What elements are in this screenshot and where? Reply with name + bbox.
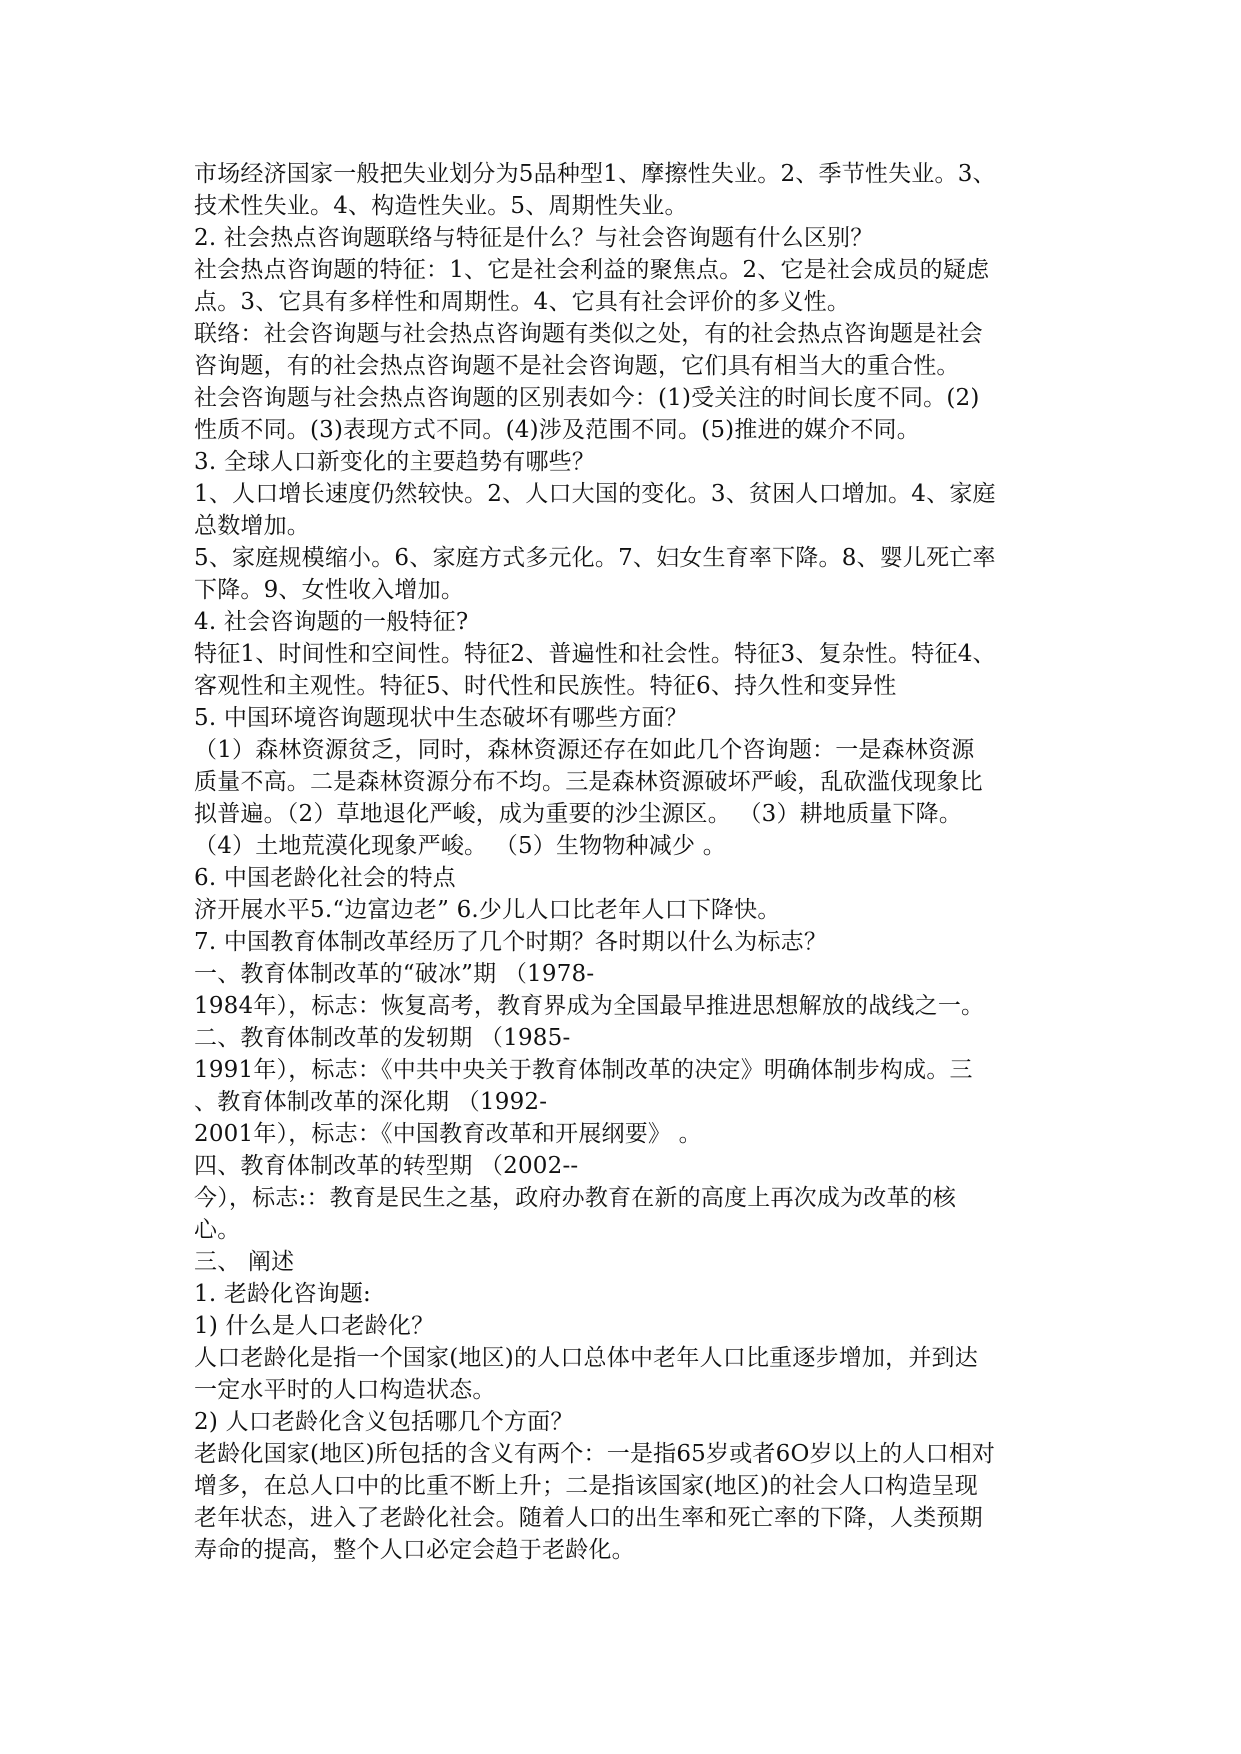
text-line: 质量不高。二是森林资源分布不均。三是森林资源破坏严峻，乱砍滥伐现象比	[194, 769, 983, 795]
section-heading: 三、 阐述	[194, 1249, 295, 1275]
question-heading: 3. 全球人口新变化的主要趋势有哪些？	[194, 449, 596, 475]
text-line: 一、教育体制改革的“破冰”期 （1978-	[194, 961, 595, 987]
text-line: 人口老龄化是指一个国家(地区)的人口总体中老年人口比重逐步增加，并到达	[194, 1345, 978, 1371]
text-line: 2001年），标志：《中国教育改革和开展纲要》 。	[194, 1121, 702, 1147]
text-line: （1）森林资源贫乏，同时，森林资源还存在如此几个咨询题：一是森林资源	[194, 737, 975, 763]
text-line: 老龄化国家(地区)所包括的含义有两个：一是指65岁或者6O岁以上的人口相对	[194, 1441, 996, 1467]
question-heading: 2. 社会热点咨询题联络与特征是什么？与社会咨询题有什么区别？	[194, 225, 874, 251]
text-line: 特征1、时间性和空间性。特征2、普遍性和社会性。特征3、复杂性。特征4、	[194, 641, 996, 667]
text-line: 总数增加。	[194, 513, 310, 539]
text-line: 、教育体制改革的深化期 （1992-	[194, 1089, 548, 1115]
text-line: 四、教育体制改革的转型期 （2002--	[194, 1153, 579, 1179]
sub-question-heading: 2) 人口老龄化含义包括哪几个方面？	[194, 1409, 574, 1435]
text-line: 心。	[194, 1217, 241, 1243]
text-line: 寿命的提高，整个人口必定会趋于老龄化。	[194, 1537, 635, 1563]
text-line: 社会咨询题与社会热点咨询题的区别表如今：(1)受关注的时间长度不同。(2)	[194, 385, 980, 411]
text-line: 一定水平时的人口构造状态。	[194, 1377, 496, 1403]
question-heading: 1. 老龄化咨询题:	[194, 1281, 372, 1307]
text-line: 今），标志:：教育是民生之基，政府办教育在新的高度上再次成为改革的核	[194, 1185, 957, 1211]
text-line: 咨询题，有的社会热点咨询题不是社会咨询题，它们具有相当大的重合性。	[194, 353, 960, 379]
text-line: （4）土地荒漠化现象严峻。 （5）生物物种减少 。	[194, 833, 726, 859]
text-line: 技术性失业。4、构造性失业。5、周期性失业。	[194, 193, 688, 219]
text-line: 老年状态，进入了老龄化社会。随着人口的出生率和死亡率的下降，人类预期	[194, 1505, 983, 1531]
text-line: 增多，在总人口中的比重不断上升；二是指该国家(地区)的社会人口构造呈现	[194, 1473, 978, 1499]
text-line: 点。3、它具有多样性和周期性。4、它具有社会评价的多义性。	[194, 289, 851, 315]
question-heading: 4. 社会咨询题的一般特征?	[194, 609, 469, 635]
question-heading: 7. 中国教育体制改革经历了几个时期？各时期以什么为标志？	[194, 929, 828, 955]
question-heading: 6. 中国老龄化社会的特点	[194, 865, 456, 891]
text-line: 拟普遍。（2）草地退化严峻，成为重要的沙尘源区。 （3）耕地质量下降。	[194, 801, 963, 827]
text-line: 联络：社会咨询题与社会热点咨询题有类似之处，有的社会热点咨询题是社会	[194, 321, 983, 347]
text-line: 二、教育体制改革的发轫期 （1985-	[194, 1025, 571, 1051]
text-line: 市场经济国家一般把失业划分为5品种型1、摩擦性失业。2、季节性失业。3、	[194, 161, 996, 187]
sub-question-heading: 1) 什么是人口老龄化？	[194, 1313, 435, 1339]
document-page	[194, 158, 1054, 1566]
text-line: 5、家庭规模缩小。6、家庭方式多元化。7、妇女生育率下降。8、婴儿死亡率	[194, 545, 996, 571]
question-heading: 5. 中国环境咨询题现状中生态破坏有哪些方面？	[194, 705, 688, 731]
text-line: 性质不同。(3)表现方式不同。(4)涉及范围不同。(5)推进的媒介不同。	[194, 417, 920, 443]
text-line: 下降。9、女性收入增加。	[194, 577, 465, 603]
text-line: 客观性和主观性。特征5、时代性和民族性。特征6、持久性和变异性	[194, 673, 897, 699]
text-line: 社会热点咨询题的特征：1、它是社会利益的聚焦点。2、它是社会成员的疑虑	[194, 257, 990, 283]
text-line: 济开展水平5.“边富边老” 6.少儿人口比老年人口下降快。	[194, 897, 781, 923]
text-line: 1991年），标志：《中共中央关于教育体制改革的决定》明确体制步构成。三	[194, 1057, 973, 1083]
text-line: 1、人口增长速度仍然较快。2、人口大国的变化。3、贫困人口增加。4、家庭	[194, 481, 996, 507]
text-line: 1984年），标志：恢复高考，教育界成为全国最早推进思想解放的战线之一。	[194, 993, 985, 1019]
